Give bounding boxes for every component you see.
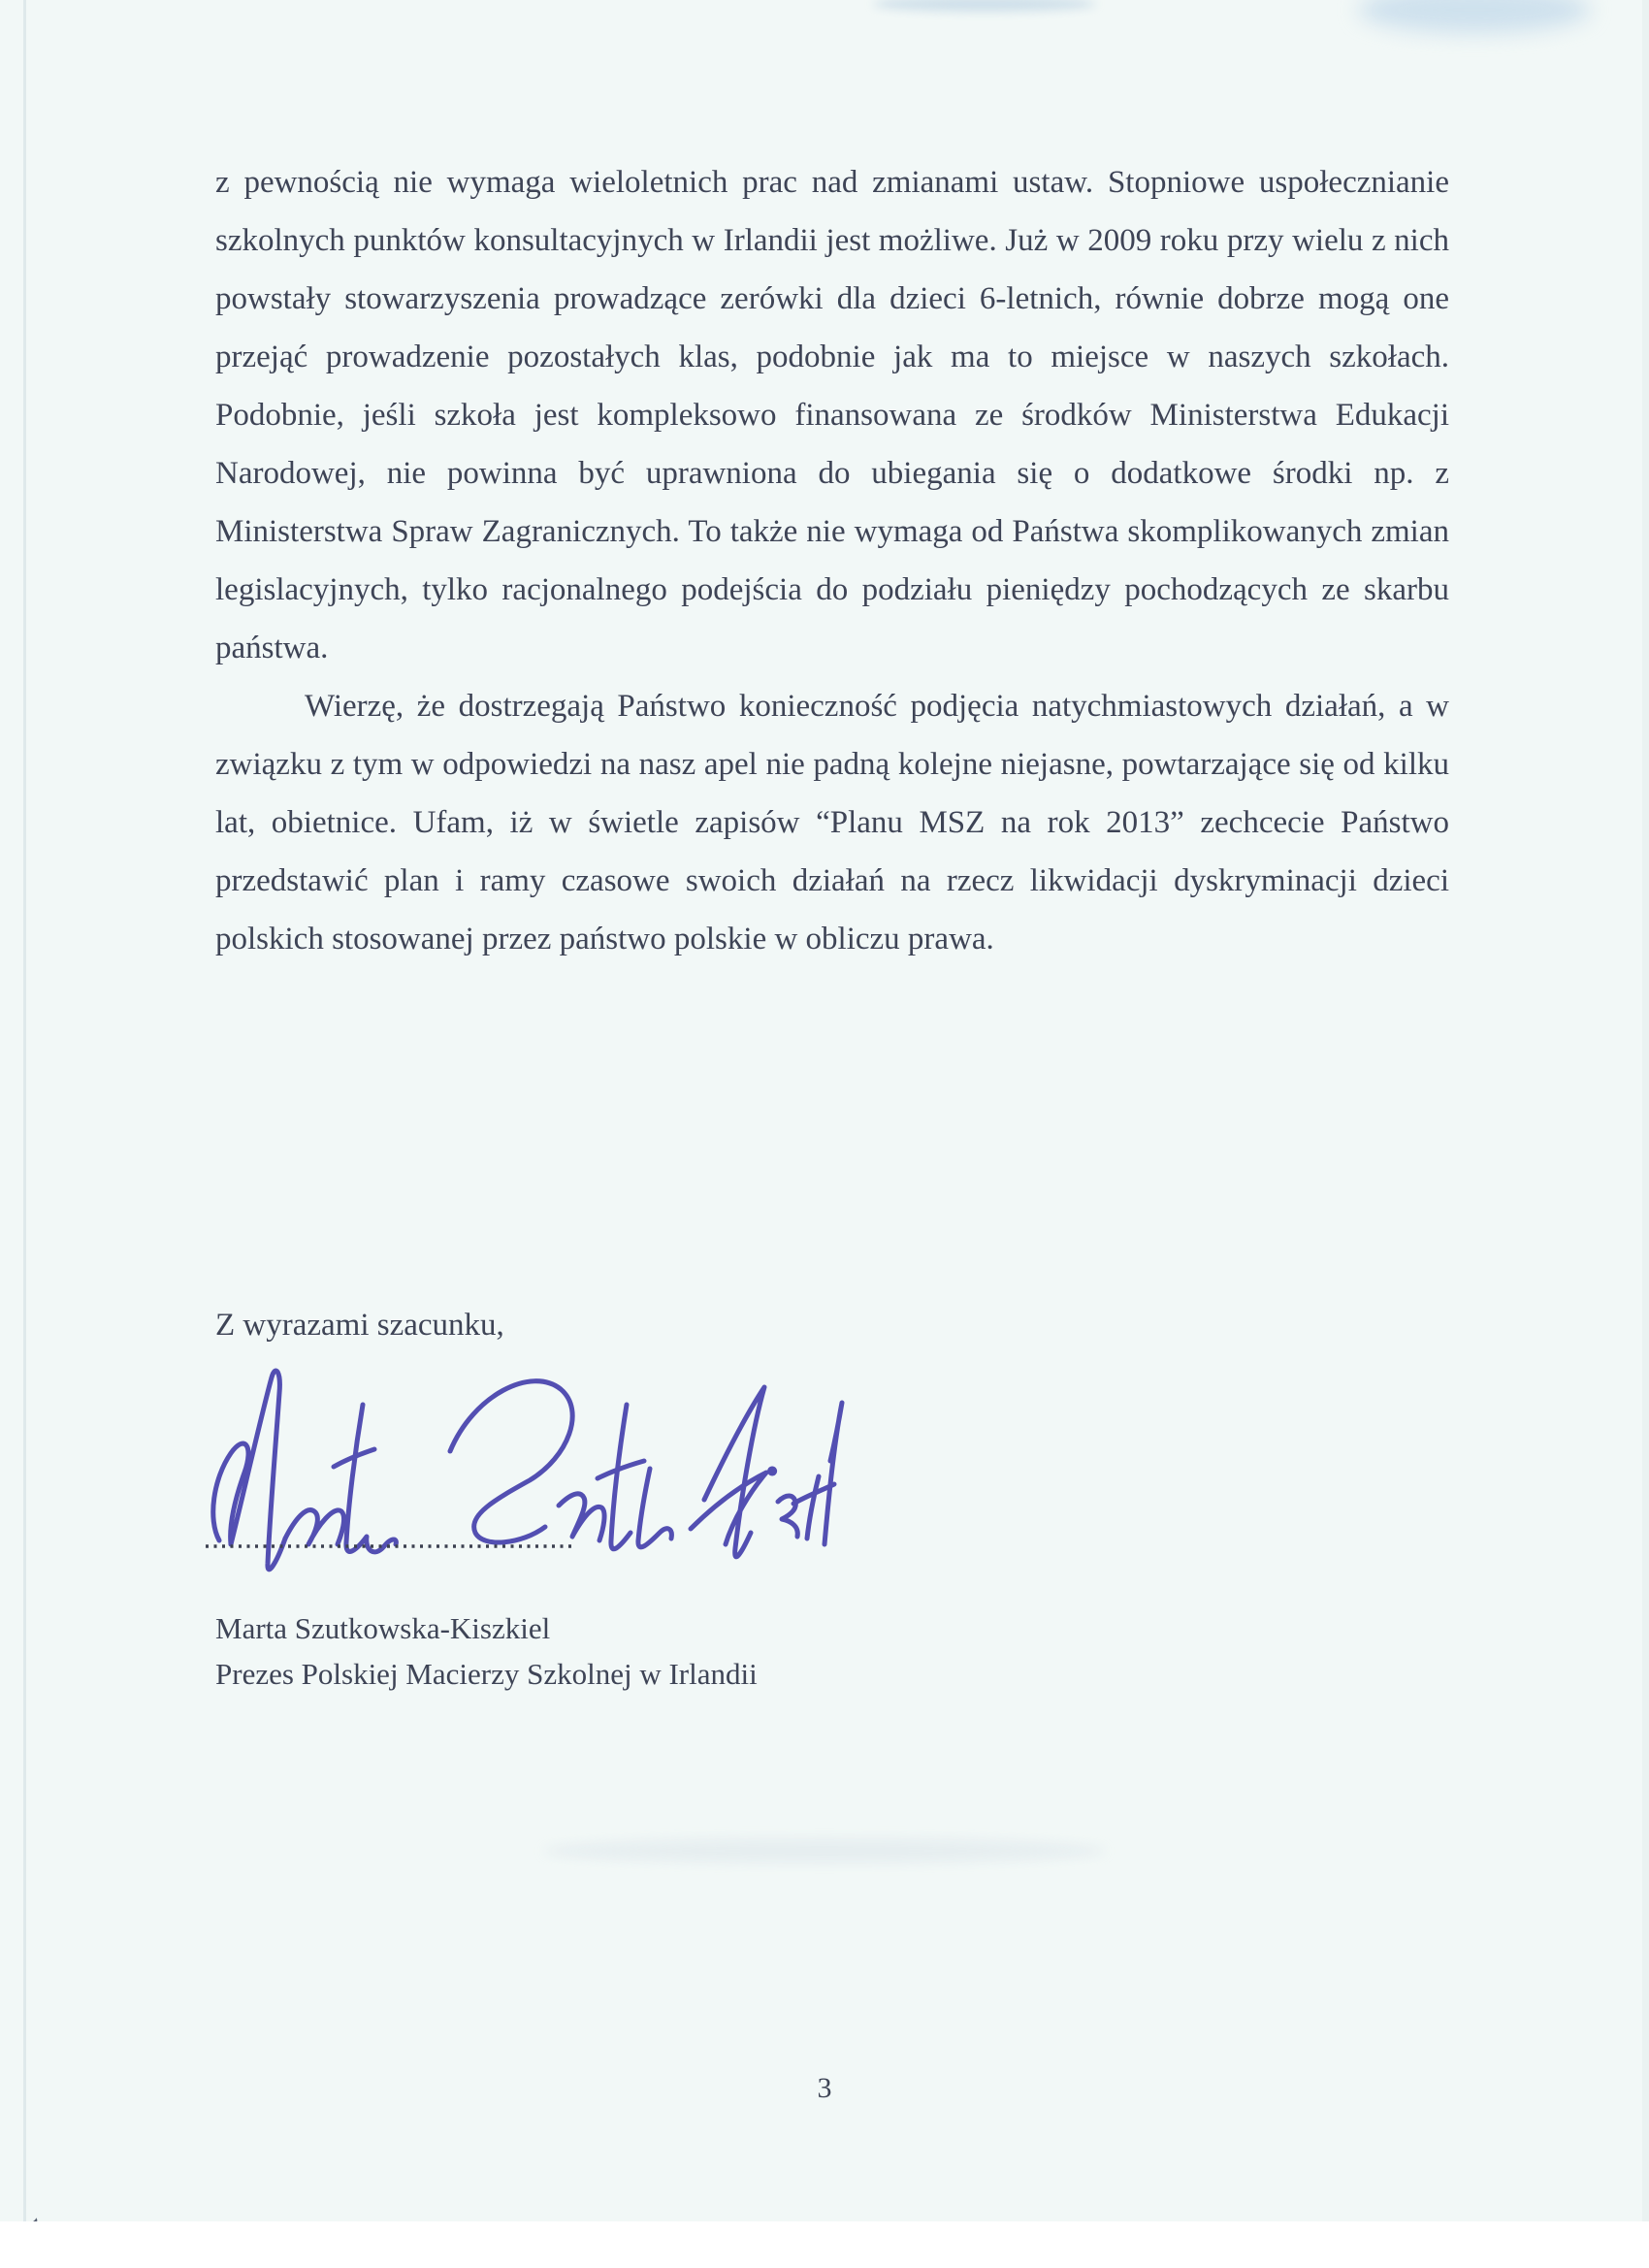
scan-bottom-margin xyxy=(0,2221,1649,2268)
signatory-name: Marta Szutkowska-Kiszkiel xyxy=(215,1611,551,1645)
scan-edge-line xyxy=(23,0,26,2223)
handwritten-signature xyxy=(190,1354,850,1587)
signatory-title: Prezes Polskiej Macierzy Szkolnej w Irlandii xyxy=(215,1657,758,1691)
signature-image xyxy=(190,1354,850,1587)
paragraph-2: Wierzę, że dostrzegają Państwo konieczność podjęcia natychmiastowych działań, a w związku z tym w odpowiedzi na nasz apel nie padną kolejne niejasne, powtarzające się od kilku lat, obietnice. Ufam, iż w świetle zapisów “Planu MSZ na rok 2013” zechcecie Państwo przedstawić plan i ramy czasowe swoich działań na rzecz likwidacji dyskryminacji dzieci polskich stosowanej przez państwo polskie w obliczu prawa. xyxy=(215,689,1449,956)
letter-body xyxy=(215,153,1449,968)
scan-smudge-middle xyxy=(543,1838,1106,1863)
paragraph-1: z pewnością nie wymaga wieloletnich prac nad zmianami ustaw. Stopniowe uspołecznianie szkolnych punktów konsultacyjnych w Irlandii jest możliwe. Już w 2009 roku przy wielu z nich powstały stowarzyszenia prowadzące zerówki dla dzieci 6-letnich, równie dobrze mogą one przejąć prowadzenie pozostałych klas, podobnie jak ma to miejsce w naszych szkołach. Podobnie, jeśli szkoła jest kompleksowo finansowana ze środków Ministerstwa Edukacji Narodowej, nie powinna być uprawniona do ubiegania się o dodatkowe środki np. z Ministerstwa Spraw Zagranicznych. To także nie wymaga od Państwa skomplikowanych zmian legislacyjnych, tylko racjonalnego podejścia do podziału pieniędzy pochodzących ze skarbu państwa. xyxy=(215,165,1449,665)
signatory-block xyxy=(215,1605,758,1697)
closing-salutation: Z wyrazami szacunku, xyxy=(215,1308,504,1343)
page-number: 3 xyxy=(817,2072,832,2104)
scan-edge-shadow xyxy=(1642,0,1649,2223)
